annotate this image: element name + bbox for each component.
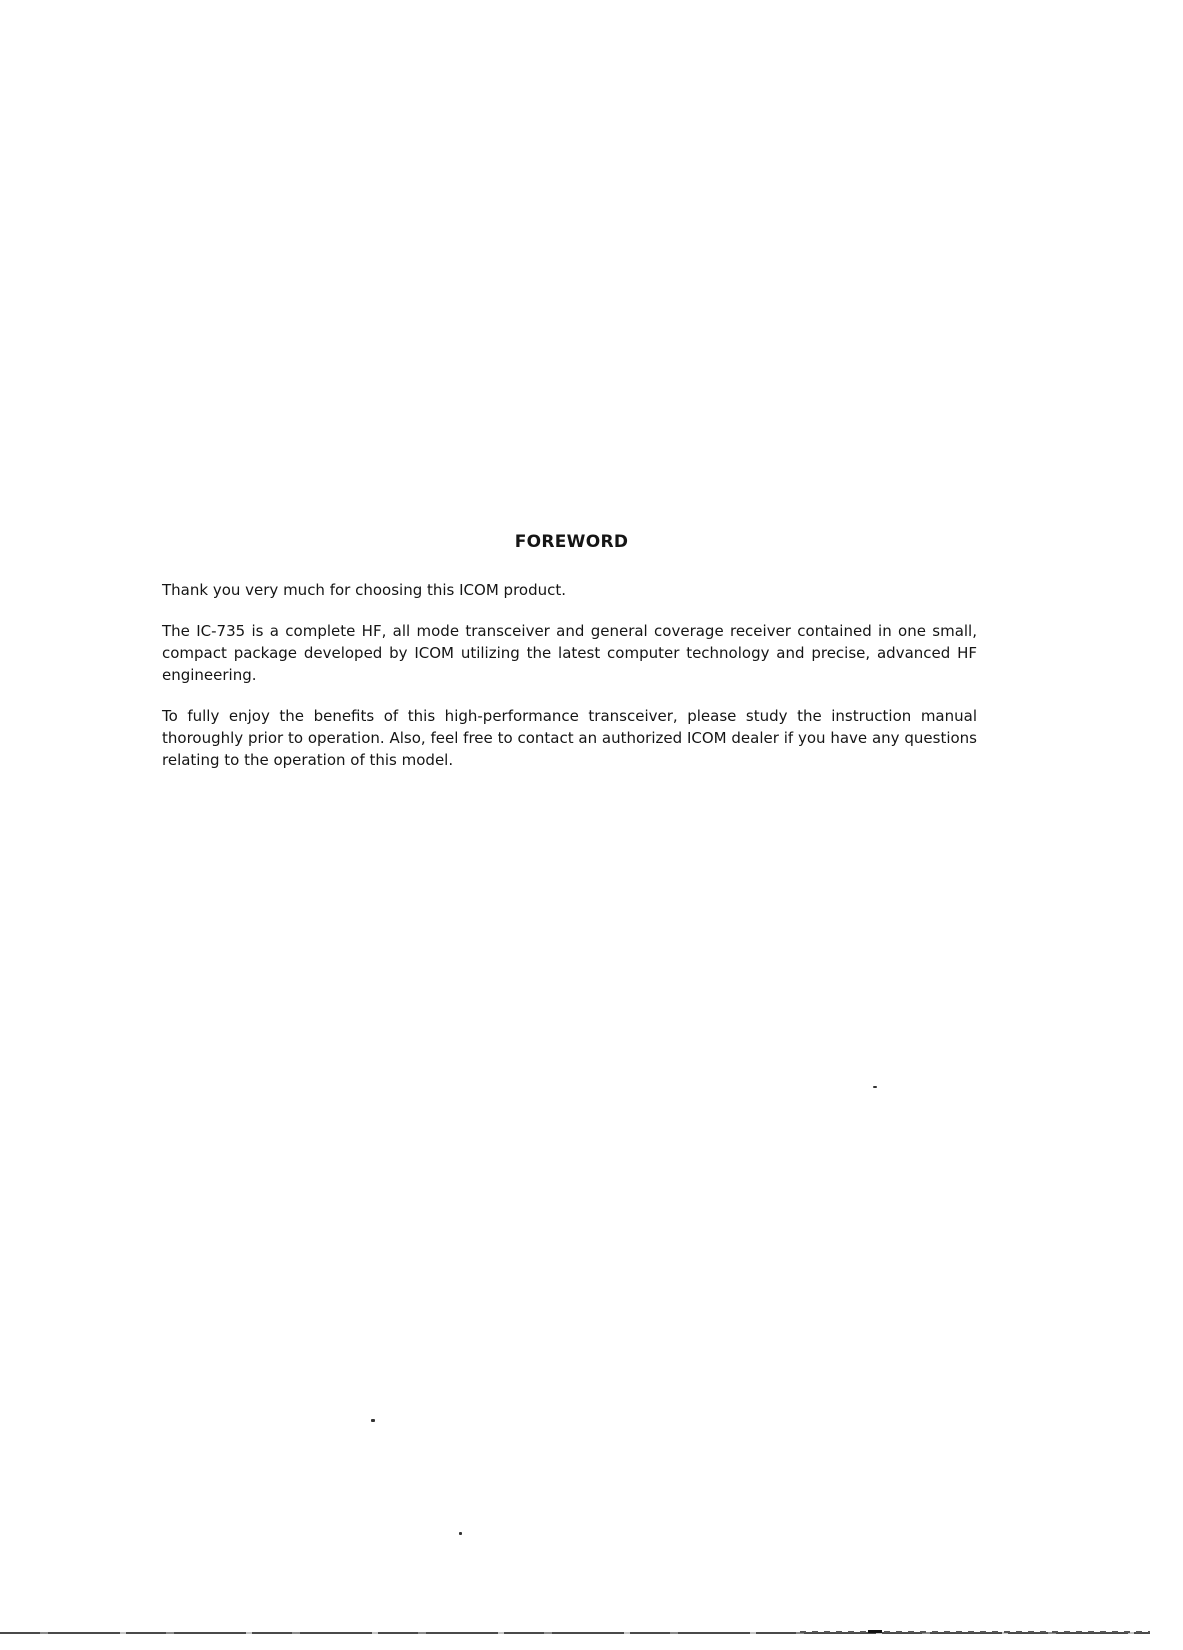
scan-mark [868, 1630, 882, 1633]
foreword-paragraph-description: The IC-735 is a complete HF, all mode transceiver and general coverage receiver contained in one small, compact package developed by ICOM utilizing the latest computer technology and precise, advanced HF engineering. [162, 622, 977, 684]
scan-speck [371, 1419, 375, 1422]
foreword-section [162, 532, 977, 790]
foreword-title: FOREWORD [514, 532, 629, 552]
scan-edge-line [800, 1631, 1150, 1633]
scan-speck [873, 1086, 877, 1088]
scan-speck [459, 1532, 462, 1535]
foreword-paragraph-thanks: Thank you very much for choosing this ICOM product. [162, 581, 567, 599]
foreword-paragraph-instructions: To fully enjoy the benefits of this high-performance transceiver, please study the instruction manual thoroughly prior to operation. Also, feel free to contact an authorized ICOM dealer if you have any questions relating to the operation of this model. [162, 707, 977, 769]
